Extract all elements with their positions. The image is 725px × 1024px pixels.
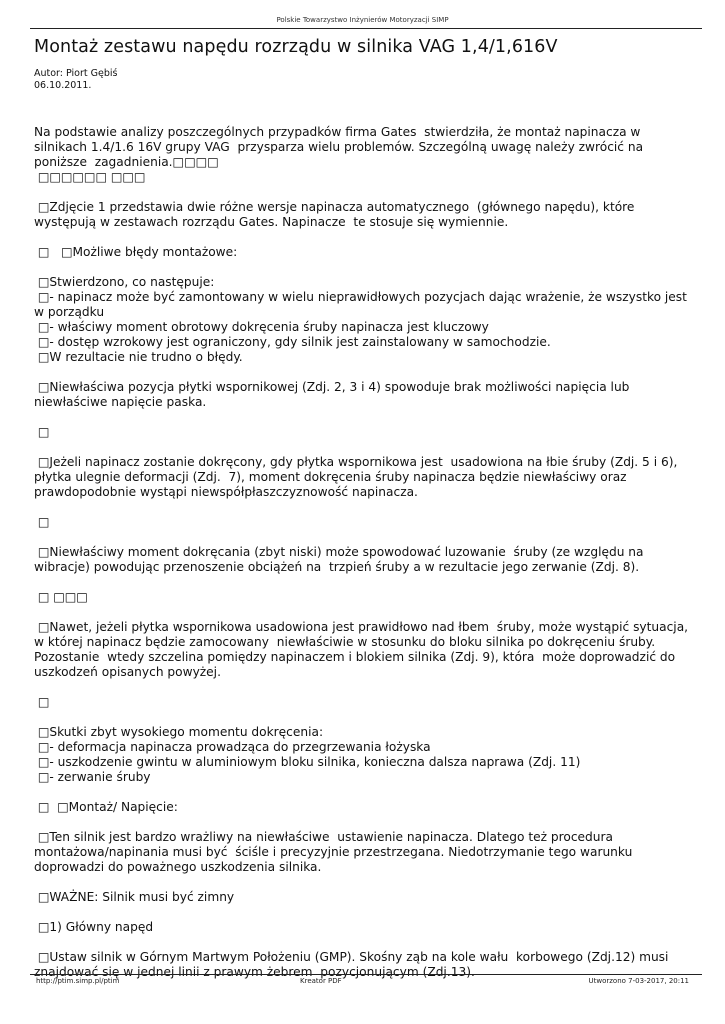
page-header-org: Polskie Towarzystwo Inżynierów Motoryzacji SIMP bbox=[276, 16, 449, 24]
footer-divider bbox=[30, 974, 702, 975]
paragraph-spacer bbox=[34, 710, 694, 725]
header-divider bbox=[30, 28, 702, 29]
paragraph-spacer bbox=[34, 680, 694, 695]
body-paragraph: □WAŻNE: Silnik musi być zimny bbox=[34, 890, 235, 904]
body-paragraph: □Niewłaściwa pozycja płytki wspornikowej (Zdj. 2, 3 i 4) spowoduje brak możliwości napięcia lub niewłaściwe napięcie paska. bbox=[34, 380, 634, 409]
body-paragraph: □ bbox=[34, 695, 50, 709]
body-paragraph: □Skutki zbyt wysokiego momentu dokręcenia: □- deformacja napinacza prowadząca do przegrzewania łożyska □- uszkodzenie gwintu w aluminiowym bloku silnika, konieczna dalsza naprawa (Zdj. 11) □- zerwanie śruby bbox=[37, 725, 581, 784]
paragraph-spacer bbox=[34, 230, 694, 245]
paragraph-spacer bbox=[34, 260, 694, 275]
footer-url[interactable]: http://ptim.simp.pl/ptim bbox=[36, 977, 120, 985]
footer-created-date: Utworzono 7-03-2017, 20:11 bbox=[588, 977, 689, 985]
paragraph-spacer bbox=[34, 575, 694, 590]
paragraph-spacer bbox=[34, 530, 694, 545]
body-paragraph: □ bbox=[34, 515, 50, 529]
body-paragraph: □Jeżeli napinacz zostanie dokręcony, gdy płytka wspornikowa jest usadowiona na łbie śruby (Zdj. 5 i 6), płytka ulegnie deformacji (Zdj. 7), moment dokręcenia śruby napinacza będzie niewłaściwy oraz prawdopodobnie wystąpi niewspółpłaszczyznowość napinacza. bbox=[34, 455, 682, 499]
body-paragraph: □ bbox=[34, 425, 50, 439]
paragraph-spacer bbox=[34, 440, 694, 455]
paragraph-spacer bbox=[34, 605, 694, 620]
body-paragraph: □Ustaw silnik w Górnym Martwym Położeniu (GMP). Skośny ząb na kole wału korbowego (Zdj.12) musi znajdować się w jednej linii z prawym żebrem pozycjonującym (Zdj.13). bbox=[34, 950, 673, 979]
body-paragraph: □Nawet, jeżeli płytka wspornikowa usadowiona jest prawidłowo nad łbem śruby, może wystąpić sytuacja, w której napinacz będzie zamocowany niewłaściwie w stosunku do bloku silnika po dokręceniu śruby. Pozostanie wtedy szczelina pomiędzy napinaczem i blokiem silnika (Zdj. 9), która może doprowadzić do uszkodzeń opisanych powyżej. bbox=[34, 620, 692, 679]
document-title: Montaż zestawu napędu rozrządu w silnika VAG 1,4/1,616V bbox=[34, 37, 558, 57]
body-paragraph: Na podstawie analizy poszczególnych przypadków firma Gates stwierdziła, że montaż napinacza w silnikach 1.4/1.6 16V grupy VAG przysparza wielu problemów. Szczególną uwagę należy zwrócić na poniższe zagadnienia.□□□□ □□□□□□ □□□ bbox=[34, 125, 644, 184]
paragraph-spacer bbox=[34, 905, 694, 920]
author-block bbox=[34, 68, 117, 92]
footer-creator: Kreator PDF bbox=[300, 977, 342, 985]
paragraph-spacer bbox=[34, 500, 694, 515]
body-paragraph: □ □Możliwe błędy montażowe: bbox=[34, 245, 238, 259]
body-paragraph: □ □Montaż/ Napięcie: bbox=[34, 800, 178, 814]
body-paragraph: □ □□□ bbox=[34, 590, 88, 604]
paragraph-spacer bbox=[34, 185, 694, 200]
body-paragraph: □Niewłaściwy moment dokręcania (zbyt niski) może spowodować luzowanie śruby (ze względu na wibracje) powodując przenoszenie obciążeń na trzpień śruby a w rezultacie jego zerwanie (Zdj. 8). bbox=[34, 545, 648, 574]
paragraph-spacer bbox=[34, 935, 694, 950]
document-body bbox=[34, 125, 694, 980]
paragraph-spacer bbox=[34, 410, 694, 425]
publication-date: 06.10.2011. bbox=[34, 80, 92, 91]
body-paragraph: □Ten silnik jest bardzo wrażliwy na niewłaściwe ustawienie napinacza. Dlatego też procedura montażowa/napinania musi być ściśle i precyzyjnie przestrzegana. Niedotrzymanie tego warunku doprowadzi do poważnego uszkodzenia silnika. bbox=[34, 830, 637, 874]
paragraph-spacer bbox=[34, 815, 694, 830]
body-paragraph: □Zdjęcie 1 przedstawia dwie różne wersje napinacza automatycznego (głównego napędu), które występują w zestawach rozrządu Gates. Napinacze te stosuje się wymiennie. bbox=[34, 200, 639, 229]
author-name: Autor: Piort Gębiś bbox=[34, 68, 118, 79]
body-paragraph: □1) Główny napęd bbox=[34, 920, 154, 934]
paragraph-spacer bbox=[34, 785, 694, 800]
body-paragraph: □Stwierdzono, co następuje: □- napinacz może być zamontowany w wielu nieprawidłowych pozycjach dając wrażenie, że wszystko jest w porządku □- właściwy moment obrotowy dokręcenia śruby napinacza jest kluczowy □- dostęp wzrokowy jest ograniczony, gdy silnik jest zainstalowany w samochodzie. □W rezultacie nie trudno o błędy. bbox=[34, 275, 687, 364]
paragraph-spacer bbox=[34, 875, 694, 890]
paragraph-spacer bbox=[34, 365, 694, 380]
